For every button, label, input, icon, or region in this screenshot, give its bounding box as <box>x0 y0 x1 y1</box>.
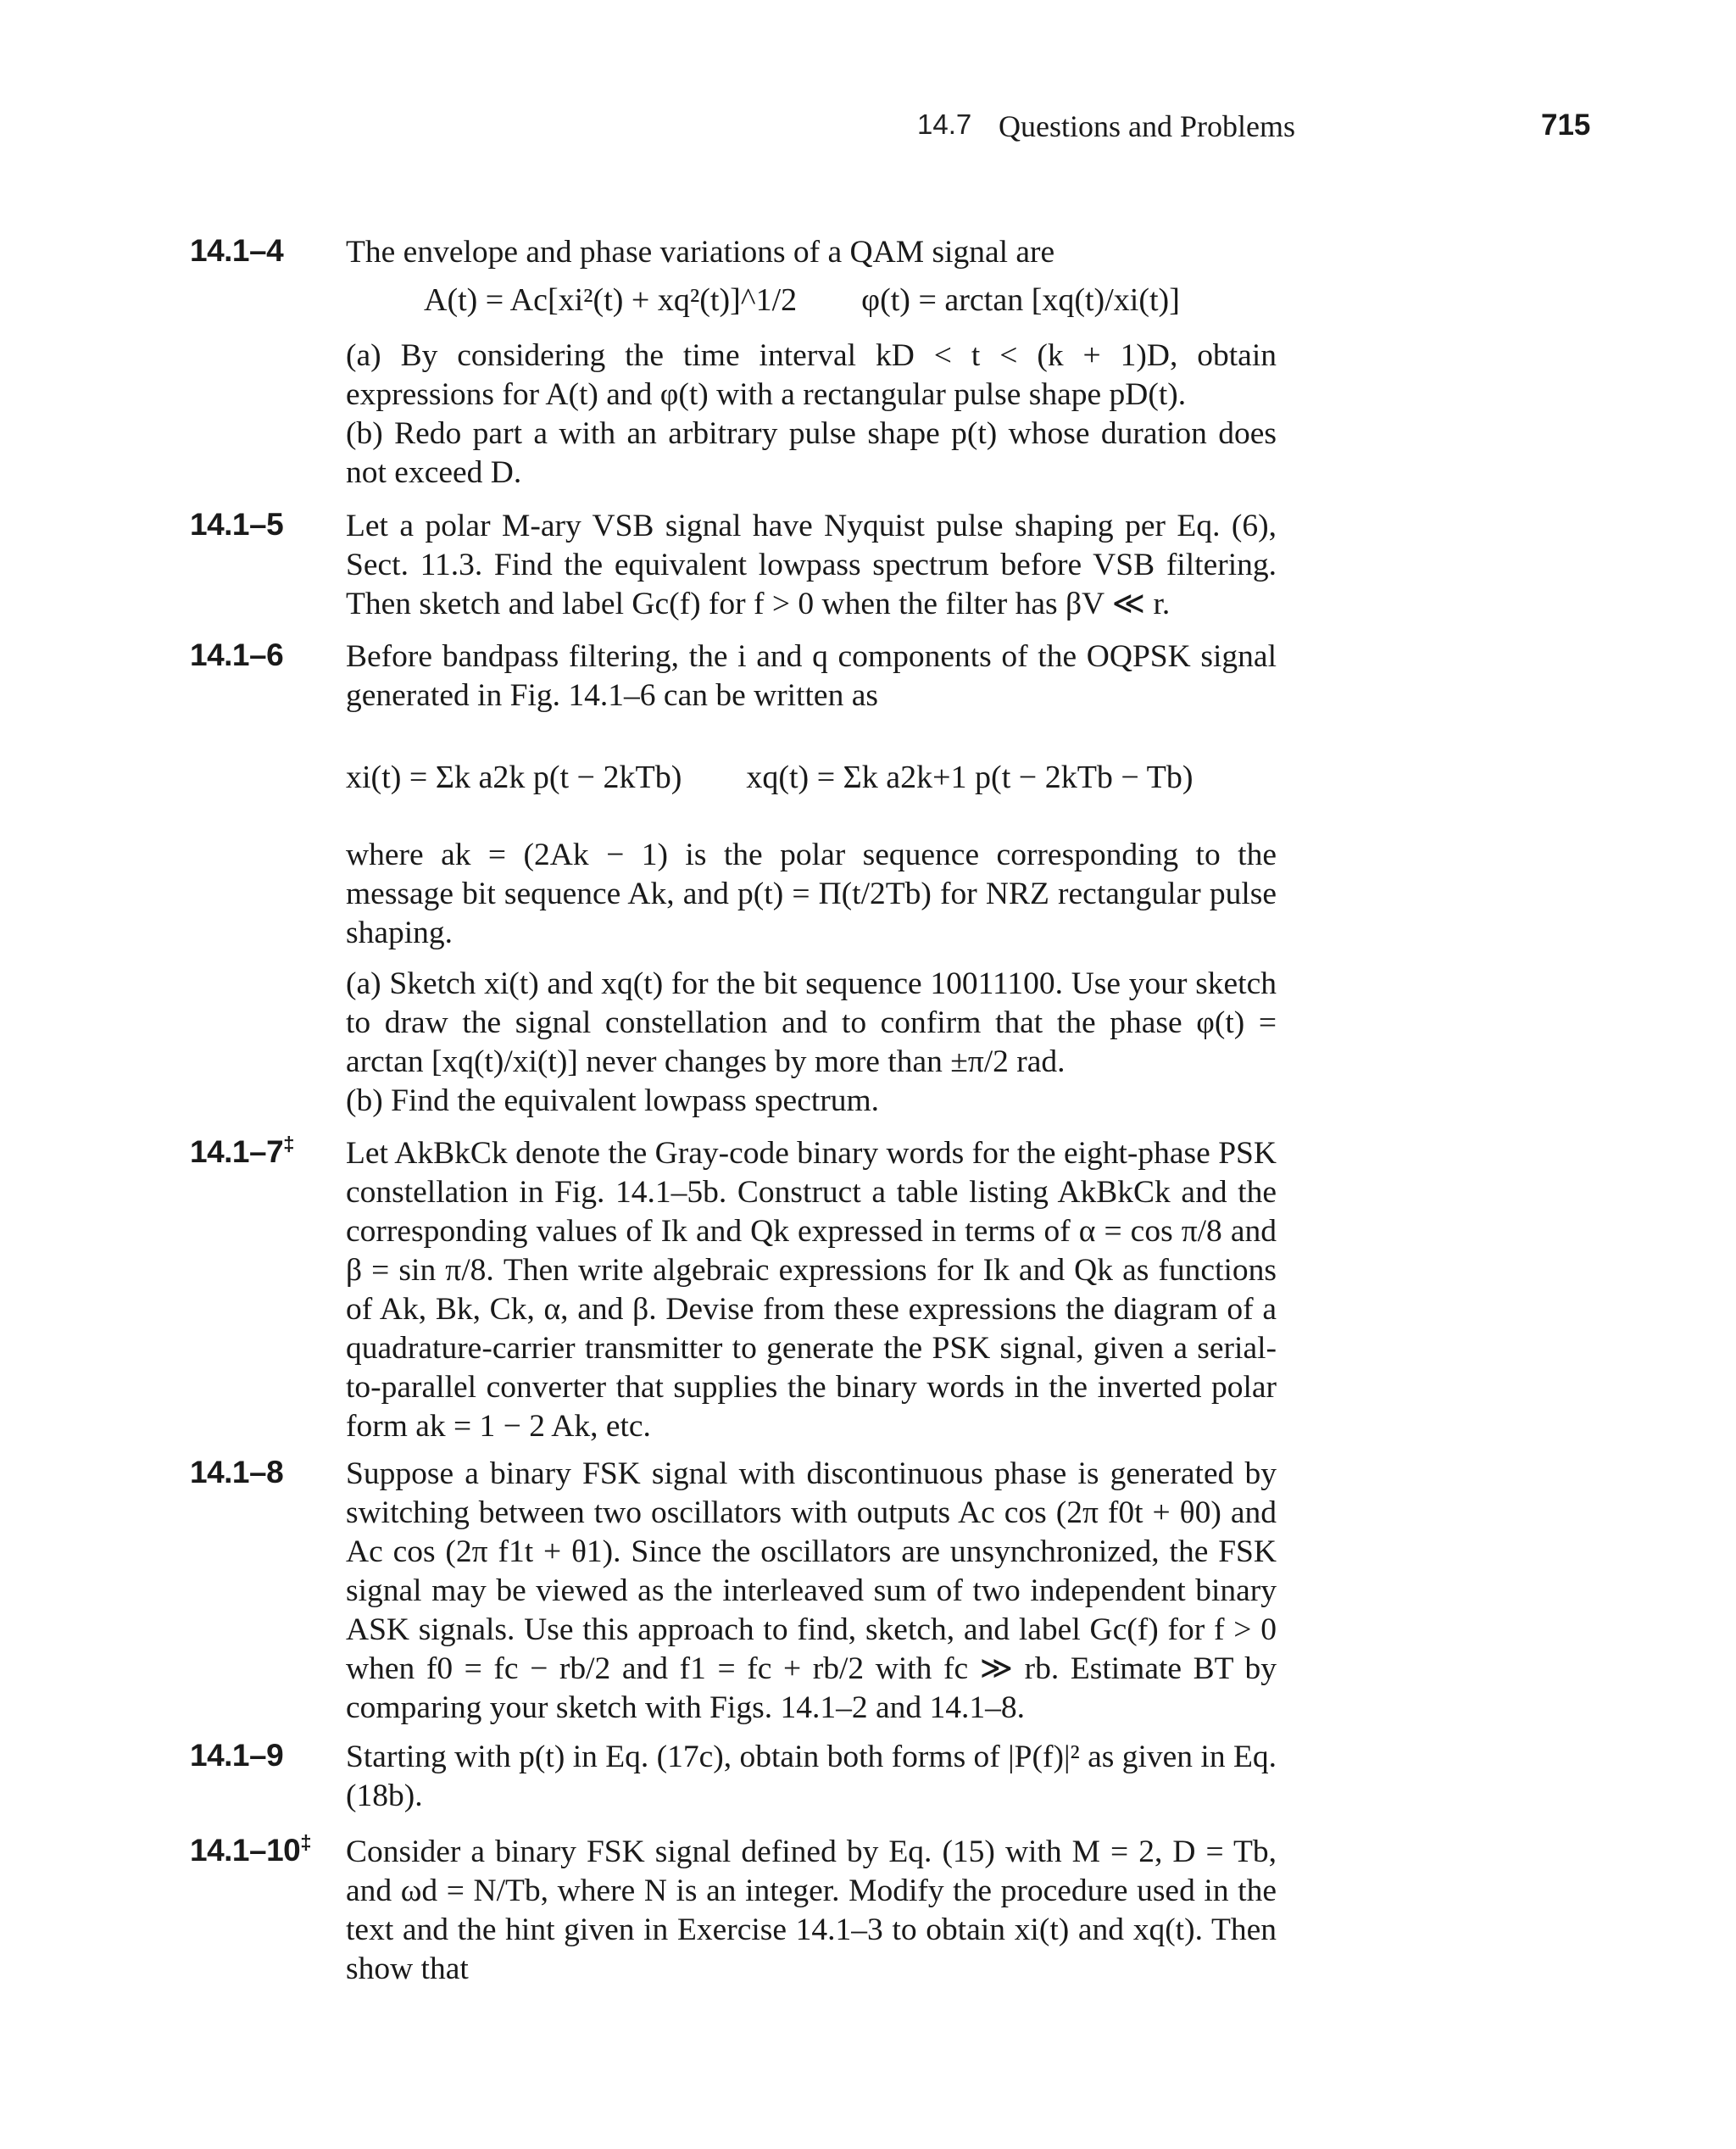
starred-mark: ‡ <box>283 1133 295 1156</box>
part-b: (b) Find the equivalent lowpass spectrum. <box>346 1083 880 1118</box>
section-title: Questions and Problems <box>999 109 1295 143</box>
problem-body <box>346 637 1277 1121</box>
running-header <box>0 109 1736 151</box>
equation-envelope-phase: A(t) = Ac[xi²(t) + xq²(t)]^1/2 φ(t) = arctan [xq(t)/xi(t)] <box>424 282 1180 318</box>
problem-body <box>346 1738 1277 1816</box>
part-b: (b) Redo part a with an arbitrary pulse shape p(t) whose duration does not exceed D. <box>346 416 1277 490</box>
problem-text: Let AkBkCk denote the Gray-code binary words for the eight-phase PSK constellation in Fig. 14.1–5b. Construct a table listing AkBkCk and the corresponding values of Ik and Qk expressed in terms of α = cos π/8 and β = sin π/8. Then write algebraic expressions for Ik and Qk as functions of Ak, Bk, Ck, α, and β. Devise from these expressions the diagram of a quadrature-carrier transmitter to generate the PSK signal, given a serial-to-parallel converter that supplies the binary words in the inverted polar form ak = 1 − 2 Ak, etc. <box>346 1136 1277 1444</box>
section-number: 14.7 <box>917 109 972 140</box>
problem-number: 14.1–6 <box>190 637 284 672</box>
problem-text: Let a polar M-ary VSB signal have Nyquist pulse shaping per Eq. (6), Sect. 11.3. Find the equivalent lowpass spectrum before VSB filtering. Then sketch and label Gc(f) for f > 0 when the filter has βV ≪ r. <box>346 509 1277 621</box>
problem-body <box>346 1455 1277 1728</box>
problem-number: 14.1–4 <box>190 233 284 268</box>
problem-intro: Before bandpass filtering, the i and q components of the OQPSK signal generated in Fig. 14.1–6 can be written as <box>346 639 1277 713</box>
problem-body <box>346 507 1277 624</box>
problem-number: 14.1–8 <box>190 1455 284 1489</box>
problem-body <box>346 233 1277 493</box>
part-a: (a) Sketch xi(t) and xq(t) for the bit sequence 10011100. Use your sketch to draw the signal constellation and to confirm that the phase φ(t) = arctan [xq(t)/xi(t)] never changes by more than ±π/2 rad. <box>346 966 1277 1079</box>
equation-iq-components: xi(t) = Σk a2k p(t − 2kTb) xq(t) = Σk a2k+1 p(t − 2kTb − Tb) <box>346 760 1194 795</box>
part-a: (a) By considering the time interval kD < t < (k + 1)D, obtain expressions for A(t) and φ(t) with a rectangular pulse shape pD(t). <box>346 338 1277 412</box>
page-number: 715 <box>1541 109 1591 142</box>
problem-number: 14.1–5 <box>190 507 284 542</box>
problem-body <box>346 1833 1277 1989</box>
problem-body <box>346 1134 1277 1446</box>
problem-number: 14.1–7‡ <box>190 1133 295 1169</box>
problem-text: Starting with p(t) in Eq. (17c), obtain both forms of |P(f)|² as given in Eq. (18b). <box>346 1740 1277 1813</box>
problem-number: 14.1–9 <box>190 1738 284 1773</box>
definition-text: where ak = (2Ak − 1) is the polar sequence corresponding to the message bit sequence Ak, and p(t) = Π(t/2Tb) for NRZ rectangular pulse shaping. <box>346 838 1277 950</box>
starred-mark: ‡ <box>300 1831 312 1855</box>
problem-text: Consider a binary FSK signal defined by Eq. (15) with M = 2, D = Tb, and ωd = N/Tb, where N is an integer. Modify the procedure used in the text and the hint given in Exercise 14.1–3 to obtain xi(t) and xq(t). Then show that <box>346 1834 1277 1986</box>
problem-intro: The envelope and phase variations of a QAM signal are <box>346 235 1055 270</box>
problem-text: Suppose a binary FSK signal with discontinuous phase is generated by switching between two oscillators with outputs Ac cos (2π f0t + θ0) and Ac cos (2π f1t + θ1). Since the oscillators are unsynchronized, the FSK signal may be viewed as the interleaved sum of two independent binary ASK signals. Use this approach to find, sketch, and label Gc(f) for f > 0 when f0 = fc − rb/2 and f1 = fc + rb/2 with fc ≫ rb. Estimate BT by comparing your sketch with Figs. 14.1–2 and 14.1–8. <box>346 1456 1277 1725</box>
problem-number: 14.1–10‡ <box>190 1831 312 1868</box>
